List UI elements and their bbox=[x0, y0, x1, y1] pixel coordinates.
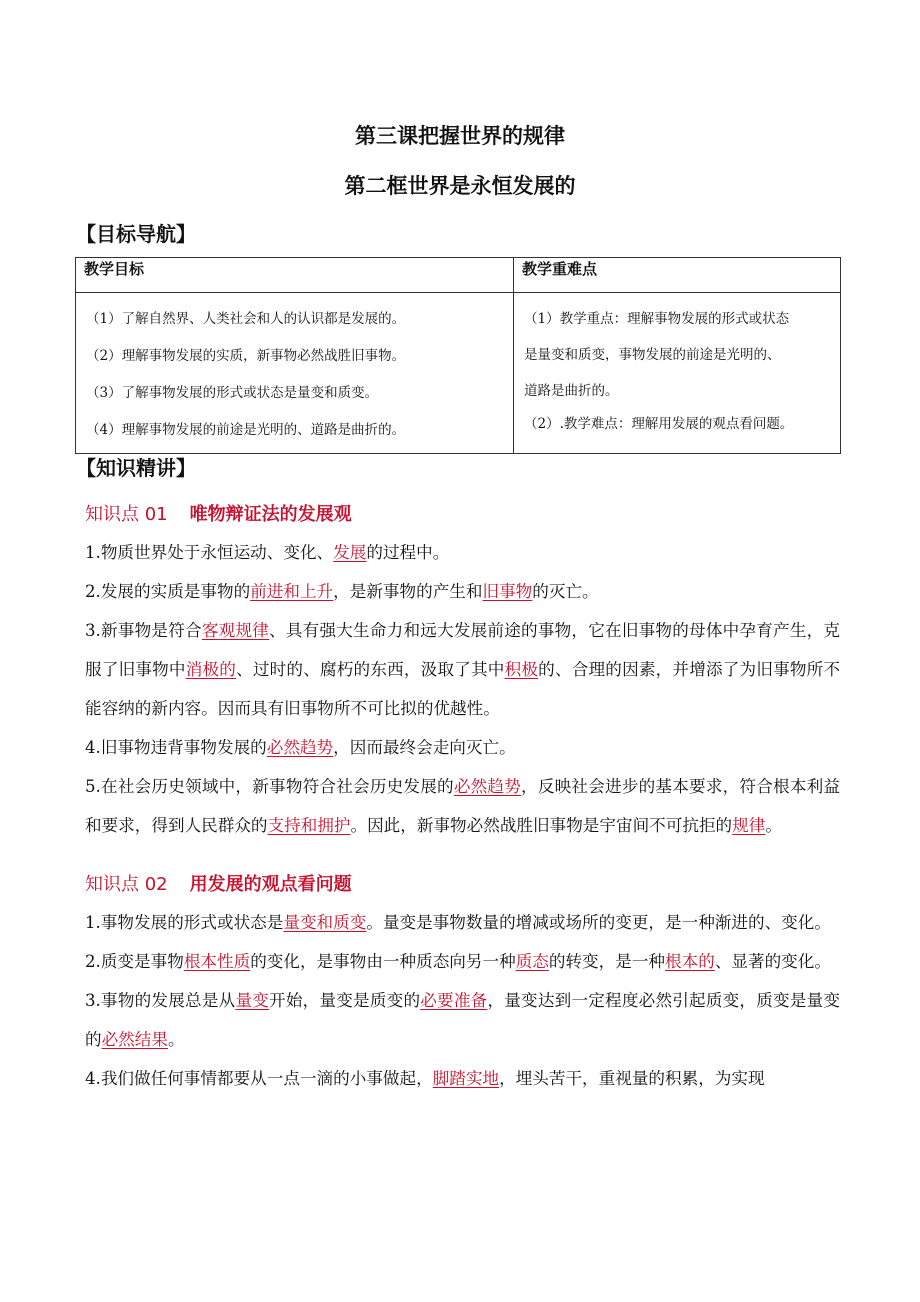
knowledge-paragraph bbox=[85, 942, 840, 981]
key-term: 必然结果 bbox=[101, 1030, 168, 1049]
knowledge-point-02-heading bbox=[85, 870, 352, 896]
paragraph-text: 。因此，新事物必然战胜旧事物是宇宙间不可抗拒的 bbox=[350, 816, 733, 835]
key-point-line: （1）教学重点：理解事物发展的形式或状态 bbox=[524, 311, 790, 327]
paragraph-text: 3.新事物是符合 bbox=[85, 621, 202, 640]
paragraph-text: 4.我们做任何事情都要从一点一滴的小事做起， bbox=[85, 1069, 433, 1088]
knowledge-point-01-body bbox=[85, 533, 840, 845]
paragraph-text: ，因而最终会走向灭亡。 bbox=[333, 738, 516, 757]
key-points-column-header: 教学重难点 bbox=[514, 258, 841, 293]
goals-table bbox=[75, 257, 841, 454]
goal-item: （3）了解事物发展的形式或状态是量变和质变。 bbox=[86, 385, 379, 401]
paragraph-text: ，是新事物的产生和 bbox=[333, 582, 483, 601]
key-term: 前进和上升 bbox=[250, 582, 334, 601]
paragraph-text: 。量变是事物数量的增减或场所的变更，是一种渐进的、变化。 bbox=[366, 913, 831, 932]
lesson-title: 第三课把握世界的规律 bbox=[355, 124, 565, 148]
key-term: 发展 bbox=[333, 543, 367, 562]
paragraph-text: 5.在社会历史领域中，新事物符合社会历史发展的 bbox=[85, 777, 454, 796]
key-term: 必要准备 bbox=[420, 991, 488, 1010]
goal-nav-heading: 【目标导航】 bbox=[76, 222, 196, 246]
goal-item: （2）理解事物发展的实质，新事物必然战胜旧事物。 bbox=[86, 348, 406, 364]
knowledge-point-number: 知识点 01 bbox=[85, 504, 168, 525]
paragraph-text: 4.旧事物违背事物发展的 bbox=[85, 738, 267, 757]
key-term: 积极 bbox=[504, 660, 539, 679]
knowledge-point-02-body bbox=[85, 903, 840, 1098]
paragraph-text: 开始，量变是质变的 bbox=[269, 991, 421, 1010]
key-term: 旧事物 bbox=[482, 582, 533, 601]
paragraph-text: 2.发展的实质是事物的 bbox=[85, 582, 251, 601]
paragraph-text: ，反映社会进步的基本要求，符合根本利益和要求，得到人民群众的 bbox=[85, 777, 841, 835]
key-point-line: 是量变和质变，事物发展的前途是光明的、 bbox=[524, 347, 781, 363]
paragraph-text: 的灭亡。 bbox=[532, 582, 599, 601]
knowledge-paragraph bbox=[85, 728, 840, 767]
key-point-line: 道路是曲折的。 bbox=[524, 383, 619, 399]
knowledge-heading: 【知识精讲】 bbox=[76, 456, 196, 480]
paragraph-text: 1.物质世界处于永恒运动、变化、 bbox=[85, 543, 334, 562]
paragraph-text: ，量变达到一定程度必然引起质变，质变是量变的 bbox=[85, 991, 841, 1049]
paragraph-text: 的过程中。 bbox=[366, 543, 450, 562]
key-term: 必然趋势 bbox=[453, 777, 522, 796]
key-points-cell bbox=[514, 293, 841, 454]
key-term: 量变 bbox=[235, 991, 270, 1010]
key-term: 支持和拥护 bbox=[267, 816, 351, 835]
knowledge-paragraph bbox=[85, 981, 840, 1059]
paragraph-text: 、过时的、腐朽的东西，汲取了其中 bbox=[236, 660, 505, 679]
paragraph-text: 。 bbox=[765, 816, 782, 835]
key-term: 消极的 bbox=[185, 660, 237, 679]
knowledge-point-01-heading bbox=[85, 500, 352, 526]
key-term: 质态 bbox=[515, 952, 549, 971]
paragraph-text: ，埋头苦干，重视量的积累，为实现 bbox=[499, 1069, 765, 1088]
paragraph-text: 3.事物的发展总是从 bbox=[85, 991, 236, 1010]
goals-cell bbox=[76, 293, 514, 454]
key-point-line: （2）.教学难点：理解用发展的观点看问题。 bbox=[524, 416, 794, 432]
paragraph-text: 的、合理的因素，并增添了为旧事物所不能容纳的新内容。因而具有旧事物所不可比拟的优越性。 bbox=[85, 660, 841, 718]
knowledge-paragraph bbox=[85, 611, 840, 728]
goal-item: （1）了解自然界、人类社会和人的认识都是发展的。 bbox=[86, 311, 406, 327]
knowledge-point-number: 知识点 02 bbox=[85, 874, 168, 895]
key-term: 量变和质变 bbox=[283, 913, 367, 932]
key-term: 根本性质 bbox=[183, 952, 251, 971]
key-term: 必然趋势 bbox=[266, 738, 334, 757]
knowledge-paragraph bbox=[85, 767, 840, 845]
goals-column-header: 教学目标 bbox=[76, 258, 514, 293]
knowledge-paragraph bbox=[85, 572, 840, 611]
goal-item: （4）理解事物发展的前途是光明的、道路是曲折的。 bbox=[86, 422, 406, 438]
paragraph-text: 。 bbox=[167, 1030, 185, 1049]
knowledge-paragraph bbox=[85, 903, 840, 942]
paragraph-text: 、具有强大生命力和远大发展前途的事物，它在旧事物的母体中孕育产生，克服了旧事物中 bbox=[85, 621, 841, 679]
paragraph-text: 2.质变是事物 bbox=[85, 952, 184, 971]
knowledge-point-title: 唯物辩证法的发展观 bbox=[189, 504, 352, 525]
paragraph-text: 的变化，是事物由一种质态向另一种 bbox=[250, 952, 516, 971]
lesson-subtitle: 第二框世界是永恒发展的 bbox=[344, 174, 576, 198]
key-term: 脚踏实地 bbox=[432, 1069, 500, 1088]
paragraph-text: 1.事物发展的形式或状态是 bbox=[85, 913, 284, 932]
key-term: 客观规律 bbox=[201, 621, 270, 640]
knowledge-paragraph bbox=[85, 533, 840, 572]
key-term: 根本的 bbox=[665, 952, 715, 971]
knowledge-point-title: 用发展的观点看问题 bbox=[189, 874, 352, 895]
key-term: 规律 bbox=[732, 816, 766, 835]
knowledge-paragraph bbox=[85, 1059, 840, 1098]
paragraph-text: 的转变，是一种 bbox=[548, 952, 666, 971]
paragraph-text: 、显著的变化。 bbox=[714, 952, 831, 971]
